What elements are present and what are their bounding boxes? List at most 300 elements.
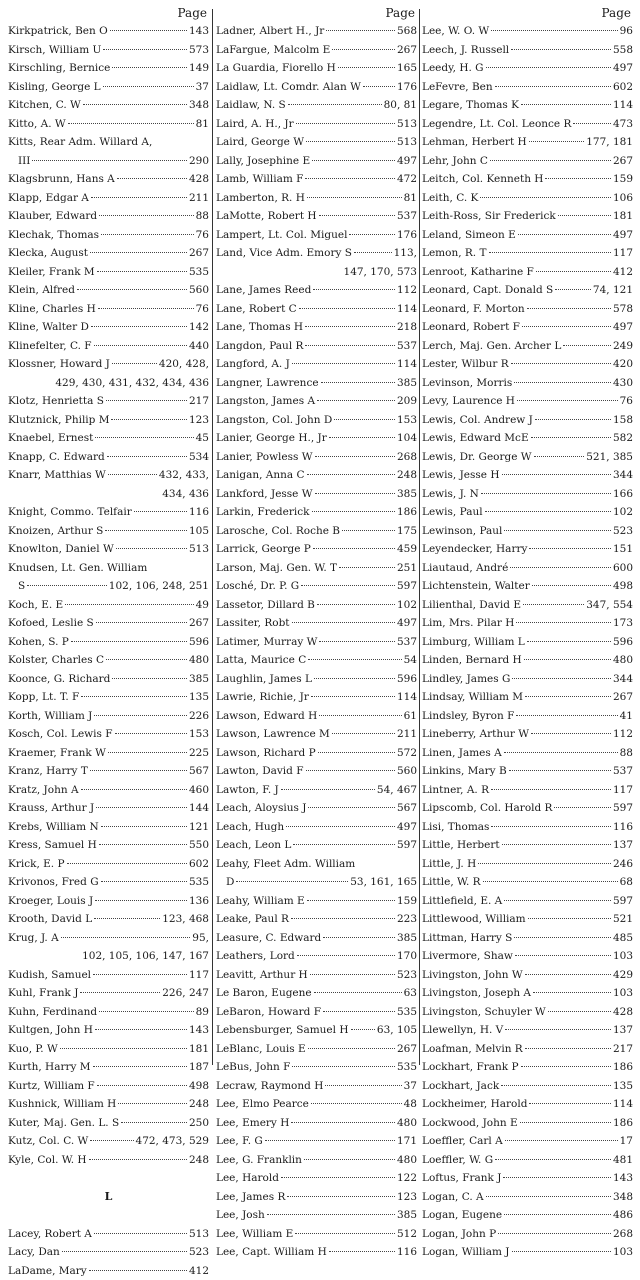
entry-pages: 597	[397, 836, 417, 855]
entry-name: Leake, Paul R	[216, 910, 289, 929]
entry-name: Land, Vice Adm. Emory S	[216, 244, 352, 263]
entry-name: Knudsen, Lt. Gen. William	[8, 559, 147, 578]
entry-pages: 250	[189, 1114, 209, 1133]
index-entry	[8, 781, 209, 800]
entry-name: Lanier, Powless W	[216, 448, 313, 467]
dot-leader	[504, 1214, 611, 1215]
dot-leader	[89, 1159, 187, 1160]
index-entry	[8, 522, 209, 541]
dot-leader	[504, 752, 618, 753]
dot-leader	[96, 622, 187, 623]
entry-pages: 106	[613, 189, 633, 208]
entry-pages: 149	[189, 59, 209, 78]
entry-name: Leach, Leon L	[216, 836, 291, 855]
dot-leader	[287, 1196, 395, 1197]
dot-leader	[525, 1048, 611, 1049]
dot-leader	[511, 363, 611, 364]
dot-leader	[323, 937, 395, 938]
entry-name: Koch, E. E	[8, 596, 63, 615]
index-entry	[216, 633, 417, 652]
blank-row	[8, 1169, 209, 1188]
dot-leader	[480, 197, 611, 198]
entry-name: Leith, C. K	[422, 189, 478, 208]
dot-leader	[299, 308, 395, 309]
index-entry	[8, 929, 209, 948]
entry-pages: 498	[613, 577, 633, 596]
entry-name: Kurtz, William F	[8, 1077, 95, 1096]
index-entry	[216, 133, 417, 152]
index-entry	[216, 411, 417, 430]
entry-pages: 497	[397, 614, 417, 633]
entry-name: Klossner, Howard J	[8, 355, 110, 374]
entry-pages: 268	[397, 448, 417, 467]
entry-name: Lankford, Jesse W	[216, 485, 313, 504]
index-entry	[216, 96, 417, 115]
dot-leader	[505, 1140, 618, 1141]
entry-pages: 537	[397, 633, 417, 652]
dot-leader	[515, 955, 611, 956]
entry-pages: 480	[189, 651, 209, 670]
index-entry	[216, 281, 417, 300]
index-entry	[422, 300, 633, 319]
index-entry	[8, 318, 209, 337]
entry-name: Leonard, Robert F	[422, 318, 520, 337]
index-entry	[8, 337, 209, 356]
entry-name: Leonard, Capt. Donald S	[422, 281, 553, 300]
entry-name: Kirschling, Bernice	[8, 59, 110, 78]
dot-leader	[518, 234, 611, 235]
entry-name: Lee, William E	[216, 1225, 293, 1244]
entry-name: Little, W. R	[422, 873, 481, 892]
dot-leader	[510, 567, 611, 568]
entry-name: Lee, G. Franklin	[216, 1151, 302, 1170]
dot-leader	[323, 1011, 395, 1012]
index-entry	[216, 152, 417, 171]
index-entry	[216, 466, 417, 485]
entry-name: Larosche, Col. Roche B	[216, 522, 340, 541]
entry-name: Larkin, Frederick	[216, 503, 310, 522]
index-entry-continuation	[8, 485, 209, 504]
entry-name: Ladner, Albert H., Jr	[216, 22, 324, 41]
index-entry	[8, 707, 209, 726]
entry-name: Kress, Samuel H	[8, 836, 97, 855]
entry-name: La Guardia, Fiorello H	[216, 59, 336, 78]
entry-name: Klauber, Edward	[8, 207, 97, 226]
index-entry	[422, 892, 633, 911]
dot-leader	[95, 1029, 187, 1030]
index-entry	[216, 1206, 417, 1225]
entry-name: Lanier, George H., Jr	[216, 429, 327, 448]
entry-name: Lee, Josh	[216, 1206, 265, 1225]
entry-pages: 596	[613, 633, 633, 652]
dot-leader	[296, 123, 395, 124]
dot-leader	[314, 992, 402, 993]
index-entry	[422, 910, 633, 929]
index-entry	[216, 429, 417, 448]
dot-leader	[332, 49, 395, 50]
dot-leader	[281, 1177, 395, 1178]
dot-leader	[516, 622, 611, 623]
entry-name: Kleiler, Frank M	[8, 263, 95, 282]
entry-pages: 420, 428,	[159, 355, 209, 374]
index-entry	[8, 503, 209, 522]
dot-leader	[286, 826, 395, 827]
index-entry	[8, 1040, 209, 1059]
index-entry	[422, 688, 633, 707]
dot-leader	[504, 900, 611, 901]
column-divider	[212, 9, 213, 1065]
dot-leader	[502, 844, 611, 845]
entry-pages: 173	[613, 614, 633, 633]
dot-leader	[81, 696, 187, 697]
entry-pages: 246	[613, 855, 633, 874]
entry-pages: 480	[613, 651, 633, 670]
index-entry	[8, 207, 209, 226]
dot-leader	[116, 548, 187, 549]
entry-pages: 523	[613, 522, 633, 541]
entry-pages: 497	[613, 226, 633, 245]
entry-name: Langdon, Paul R	[216, 337, 303, 356]
dot-leader	[96, 807, 187, 808]
entry-name: Lenroot, Katharine F	[422, 263, 534, 282]
entry-name: Little, Herbert	[422, 836, 500, 855]
index-entry	[8, 1132, 209, 1151]
dot-leader	[308, 659, 401, 660]
entry-pages: 434, 436	[162, 485, 209, 504]
entry-name: Krauss, Arthur J	[8, 799, 94, 818]
entry-name: Lewinson, Paul	[422, 522, 502, 541]
entry-pages: 521, 385	[586, 448, 633, 467]
entry-name: Langston, Col. John D	[216, 411, 332, 430]
entry-pages: 159	[397, 892, 417, 911]
entry-pages: 290	[189, 152, 209, 171]
entry-name: Kline, Charles H	[8, 300, 96, 319]
dot-leader	[118, 1103, 187, 1104]
index-entry	[216, 540, 417, 559]
index-entry	[8, 984, 209, 1003]
dot-leader	[522, 326, 611, 327]
index-entry	[216, 966, 417, 985]
entry-name: Krug, J. A	[8, 929, 59, 948]
entry-name: LeFevre, Ben	[422, 78, 493, 97]
entry-name: Kyle, Col. W. H	[8, 1151, 87, 1170]
entry-pages: 68	[620, 873, 633, 892]
entry-pages: 429	[613, 966, 633, 985]
entry-pages: 102	[613, 503, 633, 522]
entry-pages: 137	[613, 1021, 633, 1040]
entry-pages: 481	[613, 1151, 633, 1170]
index-entry	[8, 799, 209, 818]
index-entry	[422, 836, 633, 855]
entry-pages: 103	[613, 984, 633, 1003]
index-entry	[216, 1077, 417, 1096]
dot-leader	[529, 141, 585, 142]
entry-name: Kuhn, Ferdinand	[8, 1003, 97, 1022]
index-entry	[422, 96, 633, 115]
dot-leader	[61, 937, 191, 938]
entry-name: Kline, Walter D	[8, 318, 89, 337]
entry-name: Livingston, John W	[422, 966, 523, 985]
index-entry	[8, 244, 209, 263]
dot-leader	[495, 1159, 611, 1160]
blank-row	[8, 1206, 209, 1225]
index-entry	[8, 744, 209, 763]
index-entry	[8, 559, 209, 578]
index-column-1	[8, 0, 209, 1067]
index-entry	[216, 614, 417, 633]
entry-name: Knowlton, Daniel W	[8, 540, 114, 559]
index-entry	[422, 614, 633, 633]
dot-leader	[481, 493, 611, 494]
index-entry	[8, 614, 209, 633]
dot-leader	[517, 400, 618, 401]
dot-leader	[563, 345, 611, 346]
entry-pages: 88	[196, 207, 209, 226]
entry-name: Lee, Harold	[216, 1169, 279, 1188]
dot-leader	[489, 252, 611, 253]
index-entry	[8, 762, 209, 781]
index-entry	[422, 448, 633, 467]
dot-leader	[307, 900, 395, 901]
entry-pages: 113,	[394, 244, 417, 263]
index-entry	[216, 115, 417, 134]
index-entry	[8, 1095, 209, 1114]
dot-leader	[313, 548, 395, 549]
entry-pages: 104	[397, 429, 417, 448]
entry-name: Kirkpatrick, Ben O	[8, 22, 108, 41]
entry-name: Kroeger, Louis J	[8, 892, 93, 911]
dot-leader	[112, 363, 157, 364]
dot-leader	[319, 715, 401, 716]
entry-pages: 122	[397, 1169, 417, 1188]
entry-name: Lemon, R. T	[422, 244, 487, 263]
index-entry	[422, 189, 633, 208]
entry-pages: 486	[613, 1206, 633, 1225]
entry-name: Klecka, August	[8, 244, 88, 263]
entry-pages: 535	[397, 1058, 417, 1077]
index-entry	[422, 244, 633, 263]
entry-name: Lichtenstein, Walter	[422, 577, 530, 596]
index-entry	[216, 781, 417, 800]
entry-name: Logan, John P	[422, 1225, 496, 1244]
entry-pages: 267	[189, 244, 209, 263]
index-entry	[422, 226, 633, 245]
entry-name: Latta, Maurice C	[216, 651, 306, 670]
entry-name: Lockhart, Jack	[422, 1077, 499, 1096]
entry-pages: 596	[397, 670, 417, 689]
dot-leader	[485, 511, 611, 512]
entry-name: Lewis, Jesse H	[422, 466, 500, 485]
entry-name: Leland, Simeon E	[422, 226, 516, 245]
dot-leader	[106, 659, 187, 660]
entry-name: Lindley, James G	[422, 670, 510, 689]
index-entry	[8, 133, 209, 152]
entry-name: Littlewood, William	[422, 910, 526, 929]
entry-pages: 267	[189, 614, 209, 633]
entry-pages: 567	[397, 799, 417, 818]
index-entry	[422, 115, 633, 134]
entry-name: LaMotte, Robert H	[216, 207, 317, 226]
index-entry	[422, 170, 633, 189]
entry-pages: 165	[397, 59, 417, 78]
entry-pages: 177, 181	[586, 133, 633, 152]
entry-pages: 37	[404, 1077, 417, 1096]
index-entry	[216, 244, 417, 263]
dot-leader	[317, 400, 395, 401]
entry-name: Little, J. H	[422, 855, 476, 874]
entry-pages: 568	[397, 22, 417, 41]
index-entry	[216, 1151, 417, 1170]
entry-pages: 440	[189, 337, 209, 356]
index-entry	[8, 22, 209, 41]
entry-pages: 117	[613, 244, 633, 263]
entry-name: Lally, Josephine E	[216, 152, 310, 171]
dot-leader	[501, 1085, 611, 1086]
entry-name: Laird, A. H., Jr	[216, 115, 294, 134]
entry-name: Lawson, Lawrence M	[216, 725, 330, 744]
entry-pages: 102, 105, 106, 147, 167	[82, 947, 209, 966]
index-entry	[216, 1095, 417, 1114]
index-entry	[8, 892, 209, 911]
entry-pages: 268	[613, 1225, 633, 1244]
entry-name: Loftus, Frank J	[422, 1169, 501, 1188]
entry-pages: 267	[397, 41, 417, 60]
entry-pages: 81	[196, 115, 209, 134]
entry-pages: 412	[613, 263, 633, 282]
entry-pages: 143	[613, 1169, 633, 1188]
entry-name: Lewis, Col. Andrew J	[422, 411, 533, 430]
dot-leader	[297, 955, 395, 956]
index-entry	[216, 762, 417, 781]
section-letter: L	[8, 1188, 209, 1207]
index-entry	[422, 522, 633, 541]
dot-leader	[288, 104, 382, 105]
index-entry	[8, 78, 209, 97]
dot-leader	[312, 511, 395, 512]
index-entry	[422, 818, 633, 837]
entry-name: Lee, Elmo Pearce	[216, 1095, 309, 1114]
index-entry	[422, 633, 633, 652]
dot-leader	[90, 770, 187, 771]
entry-name: Lewis, Paul	[422, 503, 483, 522]
dot-leader	[354, 252, 392, 253]
entry-pages: 181	[189, 1040, 209, 1059]
dot-leader	[83, 104, 187, 105]
index-entry	[422, 41, 633, 60]
entry-pages: 217	[189, 392, 209, 411]
entry-pages: 102	[397, 596, 417, 615]
entry-name: Lawton, David F	[216, 762, 304, 781]
entry-pages: 558	[613, 41, 633, 60]
dot-leader	[313, 289, 395, 290]
entry-name: Lockwood, John E	[422, 1114, 518, 1133]
entry-pages: 151	[613, 540, 633, 559]
entry-name: Lehman, Herbert H	[422, 133, 527, 152]
entry-pages: 171	[397, 1132, 417, 1151]
index-entry	[8, 429, 209, 448]
dot-leader	[306, 141, 395, 142]
dot-leader	[531, 733, 611, 734]
dot-leader	[532, 585, 611, 586]
entry-name: Loafman, Melvin R	[422, 1040, 523, 1059]
index-entry	[216, 300, 417, 319]
dot-leader	[93, 974, 187, 975]
dot-leader	[115, 733, 187, 734]
entry-pages: 344	[613, 670, 633, 689]
entry-pages: 432, 433,	[159, 466, 209, 485]
index-entry	[422, 207, 633, 226]
entry-name: Lawson, Richard P	[216, 744, 316, 763]
index-entry	[422, 540, 633, 559]
entry-pages: 560	[397, 762, 417, 781]
entry-name: Leyendecker, Harry	[422, 540, 527, 559]
entry-name: Lampert, Lt. Col. Miguel	[216, 226, 347, 245]
dot-leader	[90, 252, 187, 253]
dot-leader	[363, 86, 395, 87]
index-entry	[422, 392, 633, 411]
entry-pages: 597	[397, 577, 417, 596]
dot-leader	[490, 160, 611, 161]
entry-pages: 473	[613, 115, 633, 134]
index-entry	[216, 836, 417, 855]
index-entry	[216, 355, 417, 374]
dot-leader	[332, 733, 395, 734]
dot-leader	[281, 789, 375, 790]
index-entry	[422, 781, 633, 800]
entry-pages: 560	[189, 281, 209, 300]
entry-pages: 76	[196, 226, 209, 245]
entry-name: Lassiter, Robt	[216, 614, 290, 633]
index-entries	[422, 22, 633, 1262]
index-entry	[8, 300, 209, 319]
entry-name: Lindsley, Byron F	[422, 707, 514, 726]
entry-name: Langford, A. J	[216, 355, 290, 374]
dot-leader	[321, 382, 395, 383]
entry-pages: 112	[613, 725, 633, 744]
index-entry	[216, 318, 417, 337]
index-entry	[422, 355, 633, 374]
entry-name: Lane, Robert C	[216, 300, 297, 319]
entry-pages: 600	[613, 559, 633, 578]
entry-name: III	[8, 152, 30, 171]
entry-pages: 17	[620, 1132, 633, 1151]
index-entry	[422, 59, 633, 78]
index-entry	[216, 522, 417, 541]
index-entry-continuation	[8, 947, 209, 966]
entry-name: Kurth, Harry M	[8, 1058, 91, 1077]
entry-pages: 420	[613, 355, 633, 374]
dot-leader	[27, 585, 107, 586]
entry-name: Leasure, C. Edward	[216, 929, 321, 948]
dot-leader	[68, 123, 194, 124]
entry-name: Kuter, Maj. Gen. L. S	[8, 1114, 119, 1133]
entry-name: Kosch, Col. Lewis F	[8, 725, 113, 744]
entry-pages: 81	[404, 189, 417, 208]
dot-leader	[312, 160, 395, 161]
index-entry	[216, 22, 417, 41]
dot-leader	[524, 659, 611, 660]
entry-pages: 121	[189, 818, 209, 837]
dot-leader	[103, 86, 194, 87]
entry-pages: 54	[404, 651, 417, 670]
entry-pages: 41	[620, 707, 633, 726]
dot-leader	[319, 641, 395, 642]
entry-name: Kuhl, Frank J	[8, 984, 78, 1003]
entry-name: Lewis, Dr. George W	[422, 448, 532, 467]
entry-name: LaDame, Mary	[8, 1262, 87, 1280]
entry-pages: 513	[189, 1225, 209, 1244]
entry-pages: 45	[196, 429, 209, 448]
